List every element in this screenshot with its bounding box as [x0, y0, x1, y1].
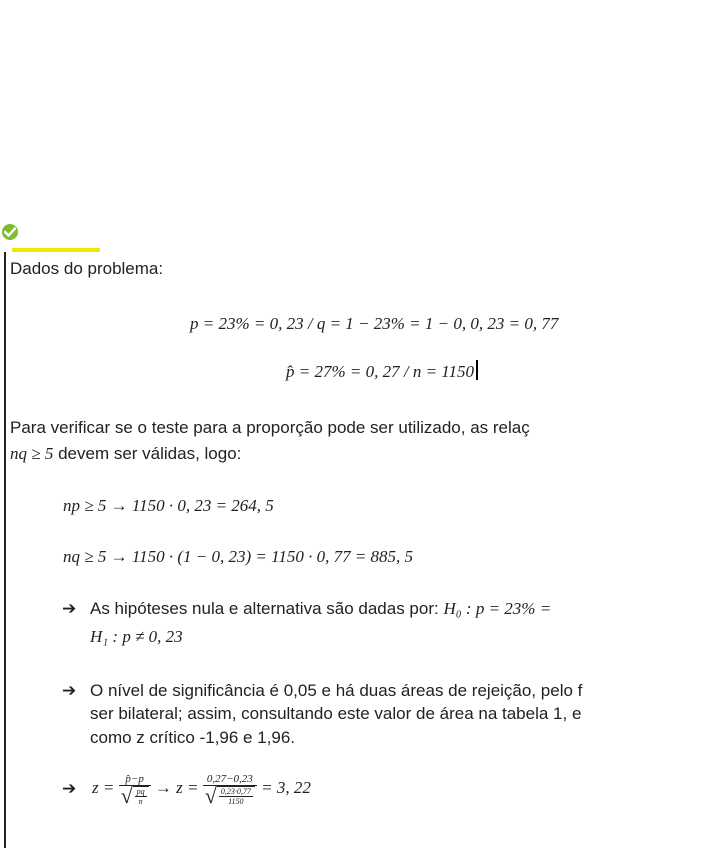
z-mid: → z = — [154, 778, 199, 797]
pq-over-n — [135, 787, 147, 806]
hypotheses-text: As hipóteses nula e alternativa são dadas por: — [90, 599, 439, 618]
pq-values: 0,23·0,77 — [220, 786, 251, 796]
paragraph-line-2-text: devem ser válidas, logo: — [58, 444, 242, 463]
hypothesis-alt: H₁ : p ≠ 0, 23 — [90, 627, 183, 646]
intro-text: Dados do problema: — [10, 259, 164, 278]
equation-phat-n-text: p̂ = 27% = 0, 27 / n = 1150 — [286, 362, 475, 381]
n-value: 1150 — [228, 796, 244, 806]
values-over-n — [219, 787, 253, 806]
z-lhs: z = — [92, 778, 115, 797]
significance-line-1: O nível de significância é 0,05 e há duas áreas de rejeição, pelo f — [90, 681, 583, 700]
sqrt-content — [133, 786, 149, 806]
bullet-arrow-icon: ➔ — [62, 779, 77, 798]
sqrt-content — [217, 786, 255, 806]
equation-nq: nq ≥ 5 → 1150 · (1 − 0, 23) = 1150 · 0, 77 = 885, 5 — [63, 547, 414, 566]
n: n — [138, 796, 143, 806]
highlight-bar — [12, 248, 100, 252]
answer-border — [4, 252, 6, 848]
bullet-arrow-icon: ➔ — [62, 681, 77, 700]
bullet-arrow-icon: ➔ — [62, 599, 77, 618]
z-statistic-formula — [92, 768, 311, 808]
significance-line-3: como z crítico -1,96 e 1,96. — [90, 728, 296, 747]
equation-np: np ≥ 5 → 1150 · 0, 23 = 264, 5 — [63, 496, 274, 515]
paragraph-line-2 — [10, 443, 241, 465]
z-fraction-values — [203, 773, 257, 806]
equation-phat-n — [286, 360, 478, 383]
hypotheses-line-1 — [90, 598, 551, 620]
sqrt-icon: √ — [204, 782, 217, 808]
z-fraction-values-den — [203, 782, 257, 808]
check-circle-icon — [2, 224, 18, 240]
paragraph-line-1: Para verificar se o teste para a proporção pode ser utilizado, as relaç — [10, 418, 530, 437]
z-fraction-values-num: 0,27−0,23 — [203, 773, 257, 786]
significance-line-2: ser bilateral; assim, consultando este valor de área na tabela 1, e — [90, 704, 582, 723]
z-result: = 3, 22 — [261, 778, 311, 797]
text-cursor — [476, 360, 478, 380]
sqrt-icon: √ — [120, 782, 133, 808]
hypothesis-null: H₀ : p = 23% = — [443, 599, 552, 618]
equation-p-q: p = 23% = 0, 23 / q = 1 − 23% = 1 − 0, 0, 23 = 0, 77 — [190, 314, 559, 333]
paragraph-math: nq ≥ 5 — [10, 444, 54, 463]
z-fraction-general-den — [119, 782, 151, 808]
z-fraction-general — [119, 773, 151, 806]
z-fraction-general-num: p̂−p — [119, 773, 151, 786]
pq: pq — [136, 786, 145, 796]
